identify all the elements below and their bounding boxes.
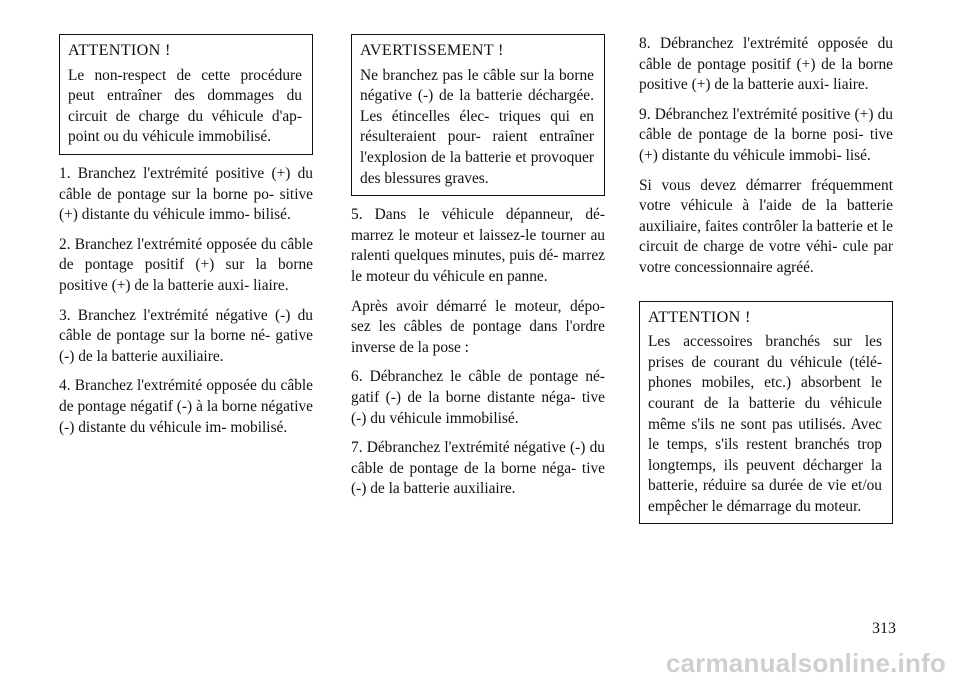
step-6: 6. Débranchez le câble de pontage né- gatif (-) de la borne distante néga- tive (-) du véhicule immobilisé.	[351, 368, 605, 427]
warning-box	[351, 34, 605, 196]
attention-box-accessories	[639, 301, 893, 525]
step-5: 5. Dans le véhicule dépanneur, dé- marrez le moteur et laissez-le tourner au ralenti quelques minutes, puis dé- marrez le moteur du véhicule en panne.	[351, 206, 605, 285]
page-number: 313	[872, 620, 896, 637]
removal-intro: Après avoir démarré le moteur, dépo- sez les câbles de pontage dans l'ordre inverse de la pose :	[351, 297, 605, 356]
step-2: 2. Branchez l'extrémité opposée du câble de pontage positif (+) sur la borne positive (+) de la batterie auxi- liaire.	[59, 235, 313, 294]
step-8: 8. Débranchez l'extrémité opposée du câble de pontage positif (+) de la borne positive (+) de la batterie auxi- liaire.	[639, 35, 893, 94]
attention-box	[59, 34, 313, 155]
step-3: 3. Branchez l'extrémité négative (-) du câble de pontage sur la borne né- gative (-) de la batterie auxiliaire.	[59, 306, 313, 365]
watermark: carmanualsonline.info	[665, 648, 946, 678]
dealer-advice: Si vous devez démarrer fréquemment votre véhicule à l'aide de la batterie auxiliaire, faites contrôler la batterie et le circuit de charge de votre véhi- cule par votre concessionnaire agréé.	[639, 176, 893, 276]
step-7: 7. Débranchez l'extrémité négative (-) du câble de pontage de la borne néga- tive (-) de la batterie auxiliaire.	[351, 439, 605, 498]
column-1	[59, 34, 313, 447]
warning-text: Ne branchez pas le câble sur la borne négative (-) de la batterie déchargée. Les étincelles élec- triques qui en résulteraient pour- raient entraîner l'explosion de la batterie et provoquer des blessures graves.	[360, 66, 594, 187]
warning-title: AVERTISSEMENT !	[360, 41, 504, 59]
attention-text: Le non-respect de cette procédure peut entraîner des dommages du circuit de charge du véhicule d'ap- point ou du véhicule immobilisé.	[68, 66, 302, 146]
step-4: 4. Branchez l'extrémité opposée du câble de pontage négatif (-) à la borne négative (-) distante du véhicule im- mobilisé.	[59, 377, 313, 436]
attention-text: Les accessoires branchés sur les prises de courant du véhicule (télé- phones mobiles, etc.) absorbent le courant de la batterie du véhicule même s'ils ne sont pas utilisés. Avec le temps, s'ils restent branchés trop longtemps, ils peuvent décharger la batterie, réduire sa durée de vie et/ou empêcher le démarrage du moteur.	[648, 333, 882, 515]
column-3	[639, 34, 893, 533]
attention-title: ATTENTION !	[648, 307, 751, 326]
column-2	[351, 34, 605, 509]
step-1: 1. Branchez l'extrémité positive (+) du câble de pontage sur la borne po- sitive (+) distante du véhicule immo- bilisé.	[59, 164, 313, 224]
step-9: 9. Débranchez l'extrémité positive (+) du câble de pontage de la borne posi- tive (+) distante du véhicule immobi- lisé.	[639, 105, 893, 164]
attention-title: ATTENTION !	[68, 41, 171, 59]
